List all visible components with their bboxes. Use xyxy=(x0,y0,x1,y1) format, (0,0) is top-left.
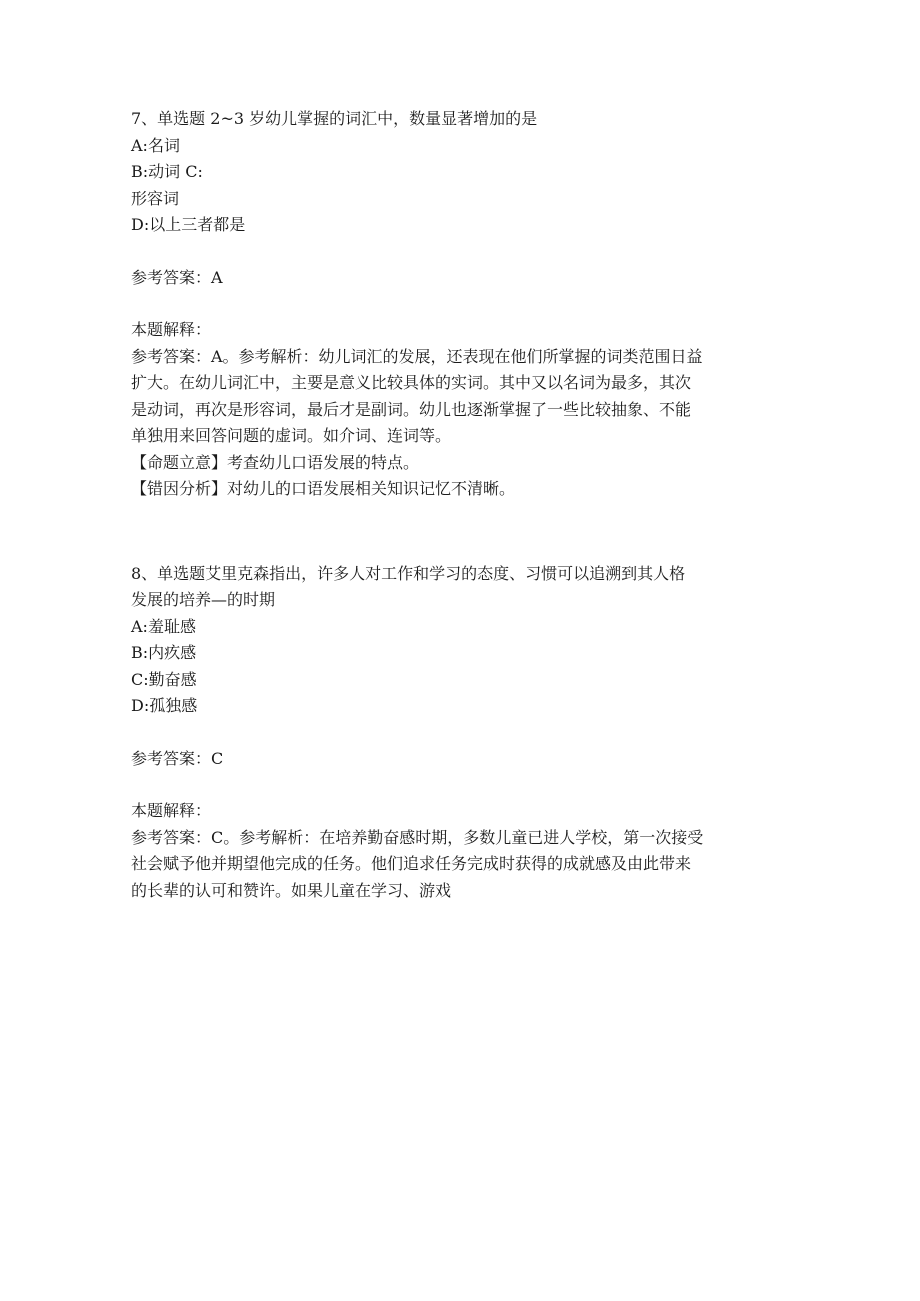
explanation-line: 参考答案：C。参考解析：在培养勤奋感时期，多数儿童已进人学校，第一次接受 xyxy=(131,827,704,847)
option-d: D:孤独感 xyxy=(131,696,198,715)
option-b: B:内疚感 xyxy=(131,643,197,662)
option-a: A:名词 xyxy=(131,135,180,155)
explanation-line: 社会赋予他并期望他完成的任务。他们追求任务完成时获得的成就感及由此带来 xyxy=(131,854,692,873)
explanation-intent: 【命题立意】考查幼儿口语发展的特点。 xyxy=(131,452,420,472)
explanation-title: 本题解释： xyxy=(131,801,212,820)
explanation-line: 单独用来回答问题的虚词。如介词、连词等。 xyxy=(131,426,452,445)
option-b-c: B:动词 C: xyxy=(131,162,203,181)
explanation-line: 是动词，再次是形容词，最后才是副词。幼儿也逐渐掌握了一些比较抽象、不能 xyxy=(131,399,692,419)
option-c-continued: 形容词 xyxy=(131,188,180,208)
answer-line: 参考答案：C xyxy=(131,748,224,768)
question-stem: 8、单选题艾里克森指出，许多人对工作和学习的态度、习惯可以追溯到其人格 xyxy=(131,563,686,583)
option-a: A:羞耻感 xyxy=(131,616,196,636)
explanation-error-analysis: 【错因分析】对幼儿的口语发展相关知识记忆不清晰。 xyxy=(131,479,516,498)
question-stem: 7、单选题 2~3 岁幼儿掌握的词汇中，数量显著增加的是 xyxy=(131,109,538,128)
question-list xyxy=(131,106,791,904)
question-stem: 发展的培养—的时期 xyxy=(131,590,276,609)
option-d: D:以上三者都是 xyxy=(131,215,246,234)
explanation-line: 的长辈的认可和赞许。如果儿童在学习、游戏 xyxy=(131,880,452,900)
explanation-line: 扩大。在幼儿词汇中，主要是意义比较具体的实词。其中又以名词为最多，其次 xyxy=(131,373,692,392)
question-block-8 xyxy=(131,561,791,905)
answer-line: 参考答案：A xyxy=(131,267,223,287)
explanation-title: 本题解释： xyxy=(131,320,212,339)
option-c: C:勤奋感 xyxy=(131,669,197,689)
question-block-7 xyxy=(131,106,791,503)
explanation-line: 参考答案：A。参考解析：幼儿词汇的发展，还表现在他们所掌握的词类范围日益 xyxy=(131,346,703,366)
